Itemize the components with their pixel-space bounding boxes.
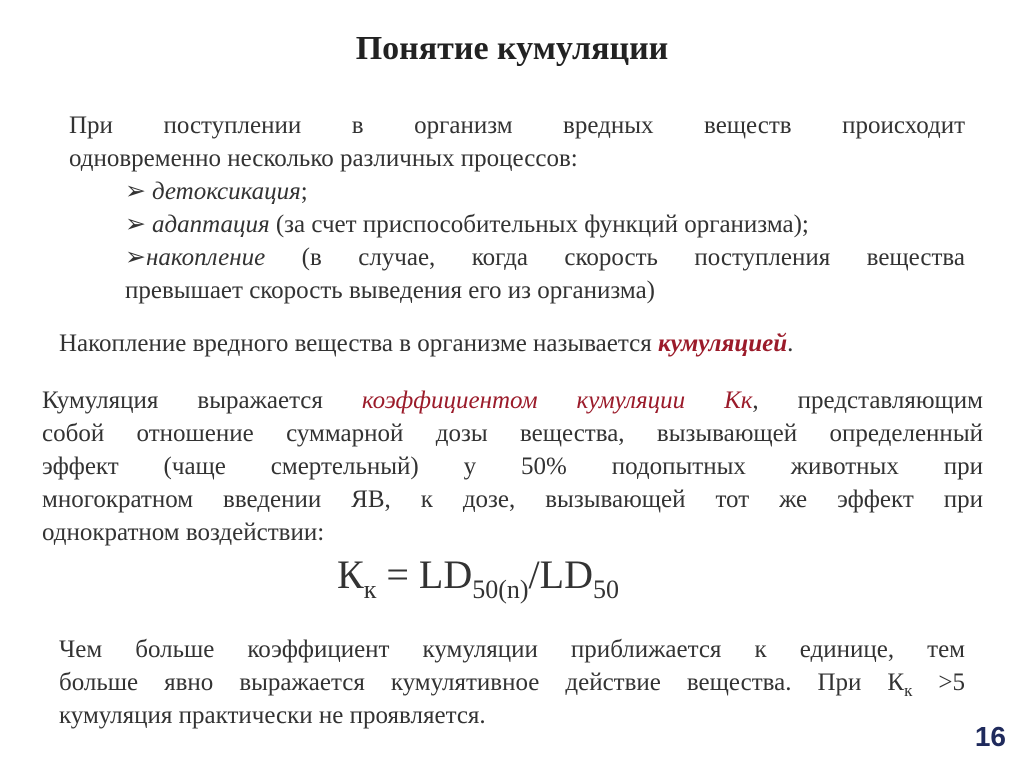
arrow-bullet-icon: ➢ [125,211,146,238]
coefficient-term: коэффициентом кумуляции Кк [361,387,753,414]
formula [337,550,619,615]
conclusion-line-2 [59,666,965,699]
formula-slash: /LD [528,552,593,597]
bullet-list [125,175,965,307]
page-number: 16 [974,721,1006,752]
bullet-item-detox [125,175,965,208]
coefficient-line-3: эффект (чаще смертельный) у 50% подопытных животных при [42,453,983,480]
coefficient-line-1 [42,384,983,417]
conclusion-line-3: кумуляция практически не проявляется. [59,702,486,729]
coefficient-line-4: многократном введении ЯВ, к дозе, вызывающей тот же эффект при [42,486,983,513]
intro-line-1: При поступлении в организм вредных веществ происходит [69,112,965,139]
conclusion-line-1: Чем больше коэффициент кумуляции приближается к единице, тем [59,636,965,663]
bullet-term: адаптация [151,211,270,238]
definition-line [59,327,959,360]
arrow-bullet-icon: ➢ [125,244,146,271]
coefficient-line-5: однократном воздействии: [42,519,325,546]
intro-paragraph [69,109,965,175]
slide-title: Понятие кумуляции [355,30,669,67]
intro-line-2: одновременно несколько различных процессов: [69,145,578,172]
formula-k: К [337,552,364,597]
formula-k-subscript: к [363,575,377,604]
coefficient-line-2: собой отношение суммарной дозы вещества, вызывающей определенный [42,420,983,447]
formula-eq: = LD [376,552,473,597]
bullet-item-adaptation [125,208,965,241]
definition-text: Накопление вредного вещества в организме называется [59,330,658,357]
bullet-rest: (в случае, когда скорость поступления вещества [265,244,965,271]
conclusion-k-subscript: к [904,681,913,700]
definition-end: . [787,330,794,357]
definition-term: кумуляцией [657,330,788,357]
formula-subscript-1: 50(n) [472,575,529,604]
bullet-rest: ; [300,178,308,205]
coefficient-line-1-end: , представляющим [752,387,983,414]
bullet-item-accumulation-line-2: превышает скорость выведения его из организма) [125,277,655,304]
conclusion-line-2-end: >5 [912,669,965,696]
coefficient-line-1-start: Кумуляция выражается [42,387,362,414]
bullet-term: детоксикация [151,178,301,205]
bullet-rest: (за счет приспособительных функций организма); [269,211,809,238]
formula-subscript-2: 50 [592,575,619,604]
conclusion-line-2-start: больше явно выражается кумулятивное действие вещества. При К [59,669,905,696]
conclusion-paragraph [59,633,965,732]
bullet-term: накопление [145,244,266,271]
bullet-item-accumulation [125,241,965,274]
coefficient-paragraph [42,384,983,549]
arrow-bullet-icon: ➢ [125,178,146,205]
